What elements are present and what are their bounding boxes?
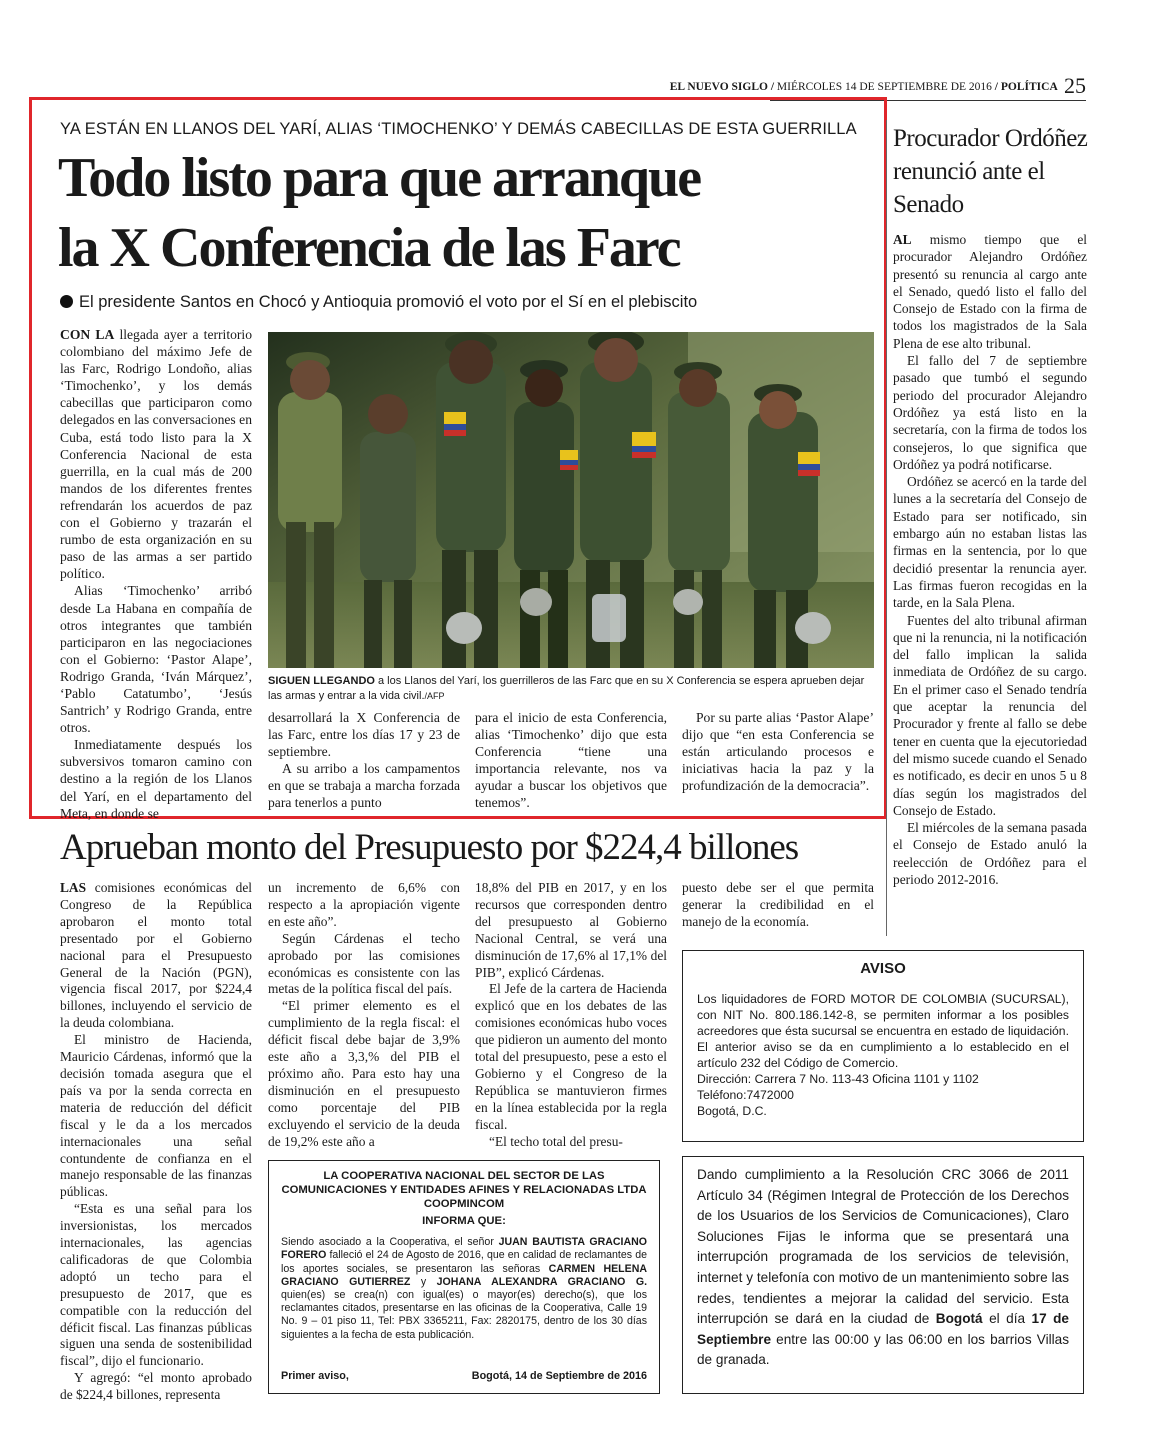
aviso-paragraph: El anterior aviso se da en cumplimiento a lo establecido en el artículo 232 del Código de Comercio. <box>697 1040 1069 1070</box>
header-separator: / <box>994 81 998 93</box>
main-paragraph: Inmediatamente después los subversivos tomaron camino con destino a la región de los Llanos del Yarí, en el departamento del Meta, en donde se <box>60 737 252 821</box>
main-paragraph: A su arribo a los campamentos en que se trabaja a marcha forzada para tenerlos a punto <box>268 761 460 811</box>
main-column-4 <box>682 709 874 794</box>
side-headline: Procurador Ordóñez renunció ante el Senado <box>893 125 1088 218</box>
bullet-icon <box>60 295 73 308</box>
side-column-rule <box>886 120 887 936</box>
aviso-paragraph: Los liquidadores de FORD MOTOR DE COLOMBIA (SUCURSAL), con NIT No. 800.186.142-8, se permiten informar a los posibles acreedores que ésta sucursal se encuentra en estado de liquidación. <box>697 992 1069 1038</box>
main-paragraph: para el inicio de esta Conferencia, alias ‘Timochenko’ dijo que esta Conferencia “tiene una importancia relevante, nos va ayudar a buscar los objetivos que tenemos”. <box>475 710 667 811</box>
budget-paragraph: 18,8% del PIB en 2017, y en los recursos que corresponden dentro del presupuesto al Gobierno Nacional Central, se verá una disminución de 17,6% al 17,1% del PIB”, explicó Cárdenas. <box>475 880 667 980</box>
main-paragraph: CON LA llegada ayer a territorio colombiano del máximo Jefe de las Farc, Rodrigo Londoño, alias ‘Timochenko’, y los demás cabecillas que participaron como delegados en las conversaciones en Cuba, está todo listo para la X Conferencia Nacional de esta guerrilla, en la cual más de 200 mandos de los diferentes frentes refrendarán los acuerdos de paz con el Gobierno y trazarán el rumbo de esta organización en su paso de las armas a ser partido político. <box>60 327 252 582</box>
lead-words: AL <box>893 232 912 247</box>
caption-text: a los Llanos del Yarí, los guerrilleros de las Farc que en su X Conferencia se espera aprueben dejar las armas y entrar a la vida civil. <box>268 675 865 702</box>
main-paragraph: Alias ‘Timochenko’ arribó desde La Habana en compañía de otros integrantes que también participaron en las negociaciones con el Gobierno: ‘Pastor Alape’, Rodrigo Granda, ‘Iván Márquez’, ‘Pablo Catatumbo’, ‘Jesús Santrich’ y Rodrigo Granda, entre otros. <box>60 583 252 736</box>
guerrilla-photo-illustration <box>268 332 874 668</box>
headline-line-2: la X Conferencia de las Farc <box>58 217 680 279</box>
news-photo <box>268 332 874 668</box>
side-paragraph: AL mismo tiempo que el procurador Alejandro Ordóñez presentó su renuncia al cargo ante el Senado, quedó listo el fallo del Consejo de Estado con la firma de todos los magistrados de la Sala Plena de ese alto tribunal. <box>893 232 1087 351</box>
coop-footer <box>281 1370 647 1383</box>
claro-notice <box>682 1156 1084 1394</box>
side-story-body <box>893 231 1087 888</box>
coop-body: Siendo asociado a la Cooperativa, el señor JUAN BAUTISTA GRACIANO FORERO falleció el 24 de Agosto de 2016, que en calidad de reclamantes de los aportes sociales, se presentaron las señoras CARMEN HELENA GRACIANO GUTIERREZ y JOHANA ALEXANDRA GRACIANO G. quien(es) se crea(n) con igual(es) o mayor(es) derecho(s), que los reclamantes citados, presentarse en las oficinas de la Cooperativa, Calle 19 No. 9 – 01 piso 11, Tel: PBX 3365211, Fax: 2820175, dentro de los 30 días siguientes a la fecha de esta publicación. <box>281 1236 648 1341</box>
budget-paragraph: LAS comisiones económicas del Congreso de la República aprobaron el monto total presentado por el Gobierno nacional para el Presupuesto General de la Nación (PGN), vigencia fiscal 2017, por $224,4 billones, incluyendo el servicio de la deuda colombiana. <box>60 880 252 1031</box>
aviso-title: AVISO <box>860 960 906 977</box>
budget-paragraph: Según Cárdenas el techo aprobado por las comisiones económicas es consistente con las metas de la política fiscal del país. <box>268 930 460 997</box>
budget-paragraph: “El primer elemento es el cumplimiento de la regla fiscal: el déficit fiscal debe bajar de 3,9% este año a 3,3,% del PIB el próximo año. Para esto hay una disminución en el presupuesto como porcentaje del PIB excluyendo el servicio de la deuda de 19,2% este año a <box>268 998 460 1149</box>
lead-words: LAS <box>60 880 87 895</box>
budget-column-3 <box>475 880 667 1151</box>
coop-subtitle: INFORMA QUE: <box>422 1215 506 1227</box>
side-paragraph: El miércoles de la semana pasada el Consejo de Estado anuló la reelección de Ordóñez para el periodo 2012-2016. <box>893 820 1087 887</box>
side-paragraph: Fuentes del alto tribunal afirman que ni la renuncia, ni la notificación del fallo implican la salida inmediata de Ordóñez de su cargo. En el primer caso el Senado tendría que aceptar la renuncia del Procurador y frente al fallo se debe tener en cuenta que la ejecutoriedad del mismo sucede cuando el Senado es notificado, es decir en unos 5 u 8 días según los magistrados del Consejo de Estado. <box>893 612 1087 818</box>
main-headline <box>58 143 878 283</box>
aviso-phone: Teléfono:7472000 <box>697 1088 794 1102</box>
aviso-address: Dirección: Carrera 7 No. 113-43 Oficina 1101 y 1102 <box>697 1072 979 1086</box>
aviso-city: Bogotá, D.C. <box>697 1104 767 1118</box>
main-subhead <box>60 293 880 312</box>
photo-credit: /AFP <box>424 691 445 701</box>
issue-date: MIÉRCOLES 14 DE SEPTIEMBRE DE 2016 <box>776 81 992 93</box>
headline-line-1: Todo listo para que arranque <box>58 147 701 209</box>
main-column-2 <box>268 709 460 812</box>
main-paragraph: Por su parte alias ‘Pastor Alape’ dijo que “en esta Conferencia se están articulando procesos e iniciativas hacia la paz y la profundización de la democracia”. <box>682 710 874 794</box>
budget-paragraph: puesto debe ser el que permita generar la credibilidad en el manejo de la economía. <box>682 880 874 929</box>
main-kicker: YA ESTÁN EN LLANOS DEL YARÍ, ALIAS ‘TIMOCHENKO’ Y DEMÁS CABECILLAS DE ESTA GUERRILLA <box>60 120 857 138</box>
coop-footer-right: Bogotá, 14 de Septiembre de 2016 <box>471 1369 647 1382</box>
caption-lead: SIGUEN LLEGANDO <box>268 675 375 687</box>
masthead: EL NUEVO SIGLO <box>669 81 768 93</box>
header-separator: / <box>770 81 775 93</box>
photo-caption <box>268 674 874 704</box>
side-paragraph: Ordóñez se acercó en la tarde del lunes a la secretaría del Consejo de Estado para ser notificado, sin embargo aún no estaban listas las firmas en la sentencia, por lo que decidió presentar la renuncia ayer. Las firmas fueron recogidas en la tarde, en la Sala Plena. <box>893 474 1087 611</box>
coop-notice <box>268 1160 660 1394</box>
budget-column-4 <box>682 880 874 931</box>
coop-footer-left: Primer aviso, <box>281 1369 349 1382</box>
coop-title: LA COOPERATIVA NACIONAL DEL SECTOR DE LAS COMUNICACIONES Y ENTIDADES AFINES Y RELACIONADAS LTDA COOPMINCOM <box>281 1170 647 1210</box>
subhead-text: El presidente Santos en Chocó y Antioquia promovió el voto por el Sí en el plebiscito <box>79 293 698 311</box>
budget-column-2 <box>268 880 460 1151</box>
main-paragraph: desarrollará la X Conferencia de las Farc, entre los días 17 y 23 de septiembre. <box>268 710 460 760</box>
lead-words: CON LA <box>60 327 115 342</box>
section-name: POLÍTICA <box>1000 81 1058 93</box>
page-number: 25 <box>1064 73 1086 98</box>
budget-column-1 <box>60 880 252 1404</box>
budget-paragraph: “Esta es una señal para los inversionistas, los mercados internacionales, las agencias calificadoras de que Colombia adoptó un techo para el presupuesto de 2017, que es compatible con la reducción del déficit fiscal. Las finanzas públicas siguen una senda de sostenibilidad fiscal”, dijo el funcionario. <box>60 1201 252 1369</box>
budget-paragraph: Y agregó: “el monto aprobado de $224,4 billones, representa <box>60 1370 252 1403</box>
budget-paragraph: “El techo total del presu- <box>489 1133 623 1149</box>
main-column-1 <box>60 326 252 822</box>
side-paragraph: El fallo del 7 de septiembre pasado que tumbó el segundo periodo del procurador Alejandro Ordóñez ya está listo en la secretaría, con la firma de todos los consejeros, lo que significa que Ordóñez ya podrá notificarse. <box>893 353 1087 472</box>
budget-paragraph: un incremento de 6,6% con respecto a la apropiación vigente en este año”. <box>268 880 460 929</box>
claro-body: Dando cumplimiento a la Resolución CRC 3066 de 2011 Artículo 34 (Régimen Integral de Protección de los Derechos de los Usuarios de los Servicios de Comunicaciones), Claro Soluciones Fijas le informa que se presentará una interrupción programada de los servicios de televisión, internet y telefonía con motivo de un mantenimiento sobre las redes, tendientes a mejorar la calidad del servicio. Esta interrupción se dará en la ciudad de Bogotá el día 17 de Septiembre entre las 00:00 y las 06:00 en los barrios Villas de granada. <box>697 1167 1069 1368</box>
aviso-notice <box>682 950 1084 1142</box>
budget-paragraph: El ministro de Hacienda, Mauricio Cárdenas, informó que la decisión tomada asegura que el país va por la senda correcta en materia de reducción del déficit fiscal y le da a los mercados internacionales una señal contundente de confianza en el manejo responsable de las finanzas públicas. <box>60 1032 252 1200</box>
budget-paragraph: El Jefe de la cartera de Hacienda explicó que en los debates de las comisiones económicas hubo voces que pidieron un aumento del monto total del presupuesto, pese a esto el Gobierno y el Congreso de la República se mantuvieron firmes en la línea establecida por la regla fiscal. <box>475 981 667 1132</box>
main-column-3 <box>475 709 667 812</box>
budget-headline: Aprueban monto del Presupuesto por $224,4 billones <box>60 827 799 868</box>
